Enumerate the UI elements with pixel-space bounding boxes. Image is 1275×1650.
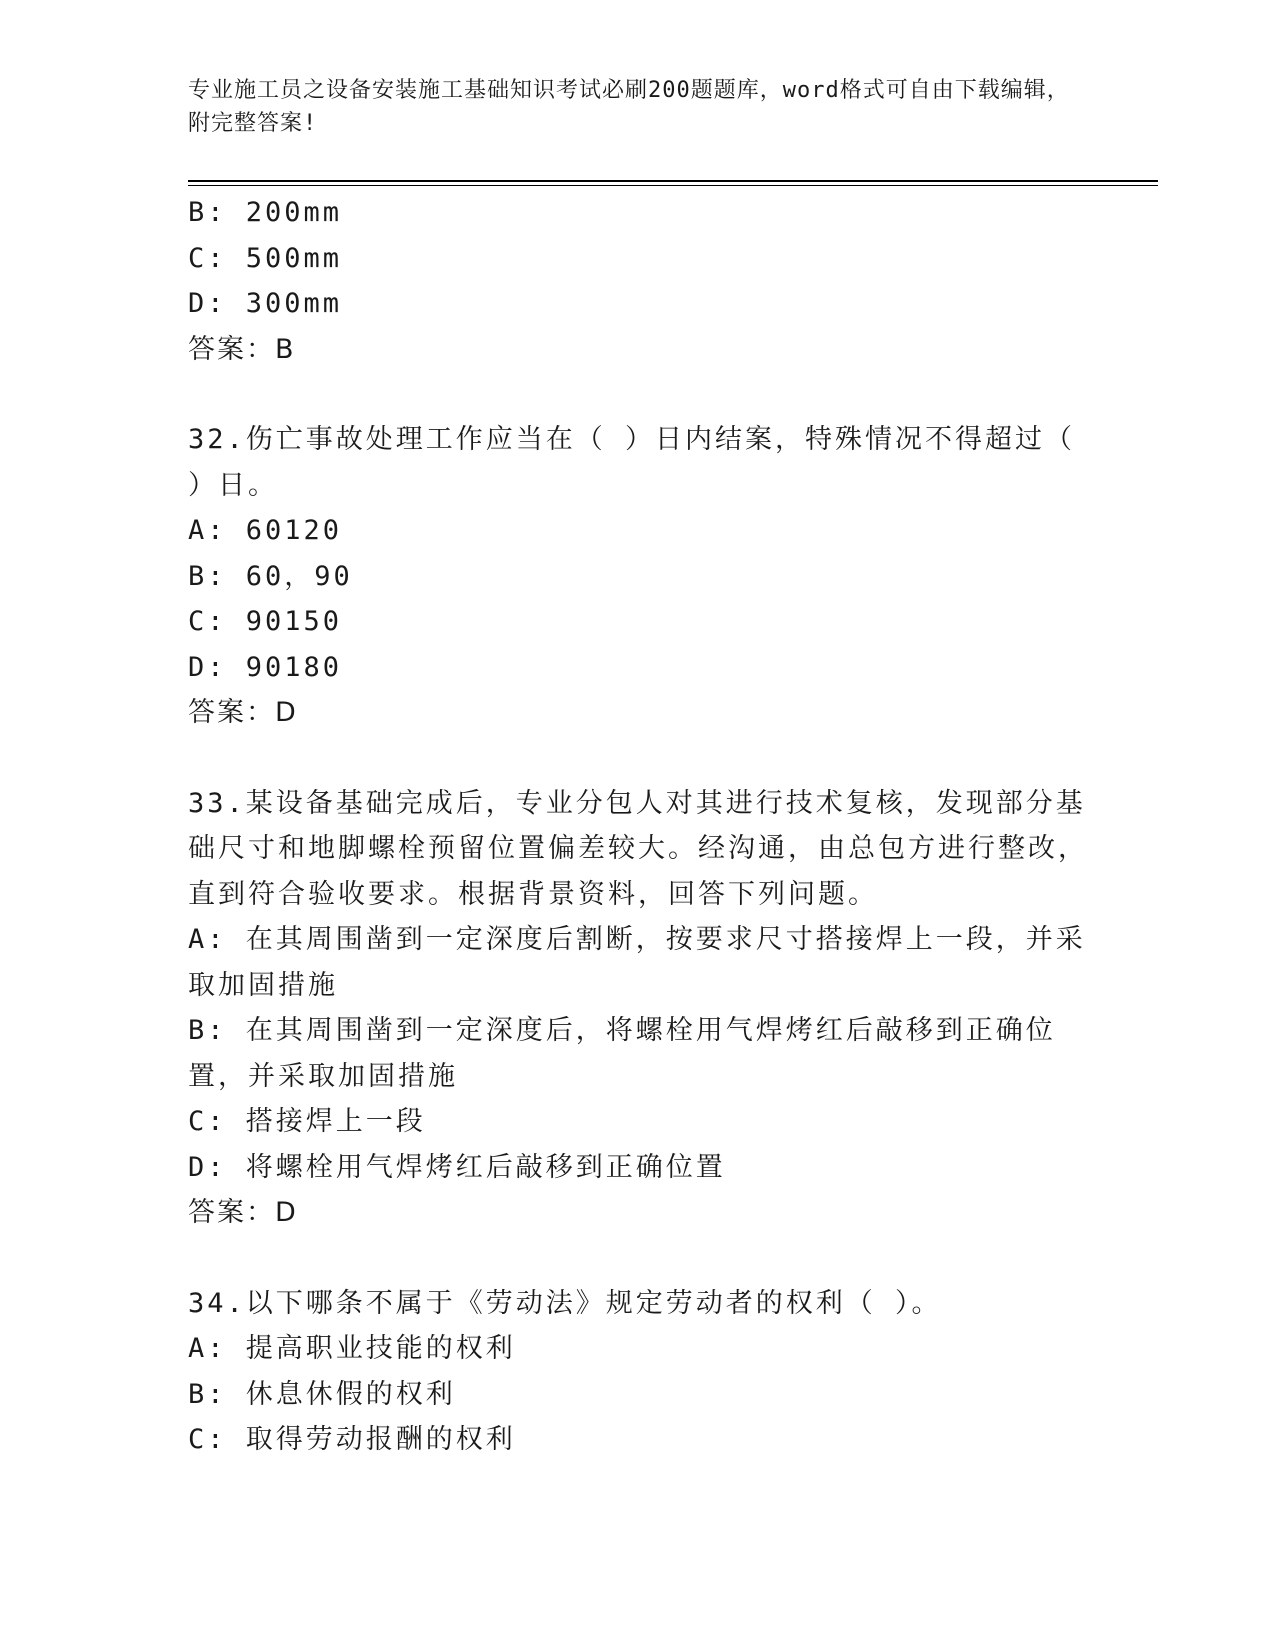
header-rule-thick <box>188 180 1158 182</box>
option-a: A: 在其周围凿到一定深度后割断，按要求尺寸搭接焊上一段，并采取加固措施 <box>188 924 1086 1001</box>
option-b: B: 200mm <box>188 197 343 228</box>
question-stem: 32.伤亡事故处理工作应当在（ ）日内结案，特殊情况不得超过（ ）日。 <box>188 424 1095 501</box>
option-a: A: 60120 <box>188 515 343 546</box>
document-header <box>188 74 1088 140</box>
option-d: D: 将螺栓用气焊烤红后敲移到正确位置 <box>188 1151 726 1183</box>
option-b: B: 在其周围凿到一定深度后，将螺栓用气焊烤红后敲移到正确位置，并采取加固措施 <box>188 1015 1056 1092</box>
question-stem: 33.某设备基础完成后，专业分包人对其进行技术复核，发现部分基础尺寸和地脚螺栓预留位置偏差较大。经沟通，由总包方进行整改，直到符合验收要求。根据背景资料，回答下列问题。 <box>188 787 1088 910</box>
header-rule-thin <box>188 185 1158 186</box>
question-stem: 34.以下哪条不属于《劳动法》规定劳动者的权利（ ）。 <box>188 1287 942 1319</box>
option-c: C: 90150 <box>188 606 343 637</box>
question-33 <box>188 781 1088 1236</box>
answer-line: 答案：D <box>188 1197 298 1228</box>
question-32 <box>188 417 1095 736</box>
option-d: D: 300mm <box>188 288 343 319</box>
option-c: C: 500mm <box>188 242 343 274</box>
option-a: A: 提高职业技能的权利 <box>188 1333 516 1364</box>
answer-line: 答案：B <box>188 333 296 365</box>
document-title: 专业施工员之设备安装施工基础知识考试必刷200题题库，word格式可自由下载编辑，附完整答案! <box>188 78 1070 136</box>
option-c: C: 取得劳动报酬的权利 <box>188 1424 516 1455</box>
question-31-continuation <box>188 190 1088 372</box>
answer-line: 答案：D <box>188 697 298 728</box>
option-c: C: 搭接焊上一段 <box>188 1106 426 1137</box>
option-b: B: 60，90 <box>188 560 353 592</box>
option-b: B: 休息休假的权利 <box>188 1378 456 1410</box>
question-34 <box>188 1281 1088 1463</box>
option-d: D: 90180 <box>188 651 343 683</box>
document-body <box>188 190 1095 1463</box>
